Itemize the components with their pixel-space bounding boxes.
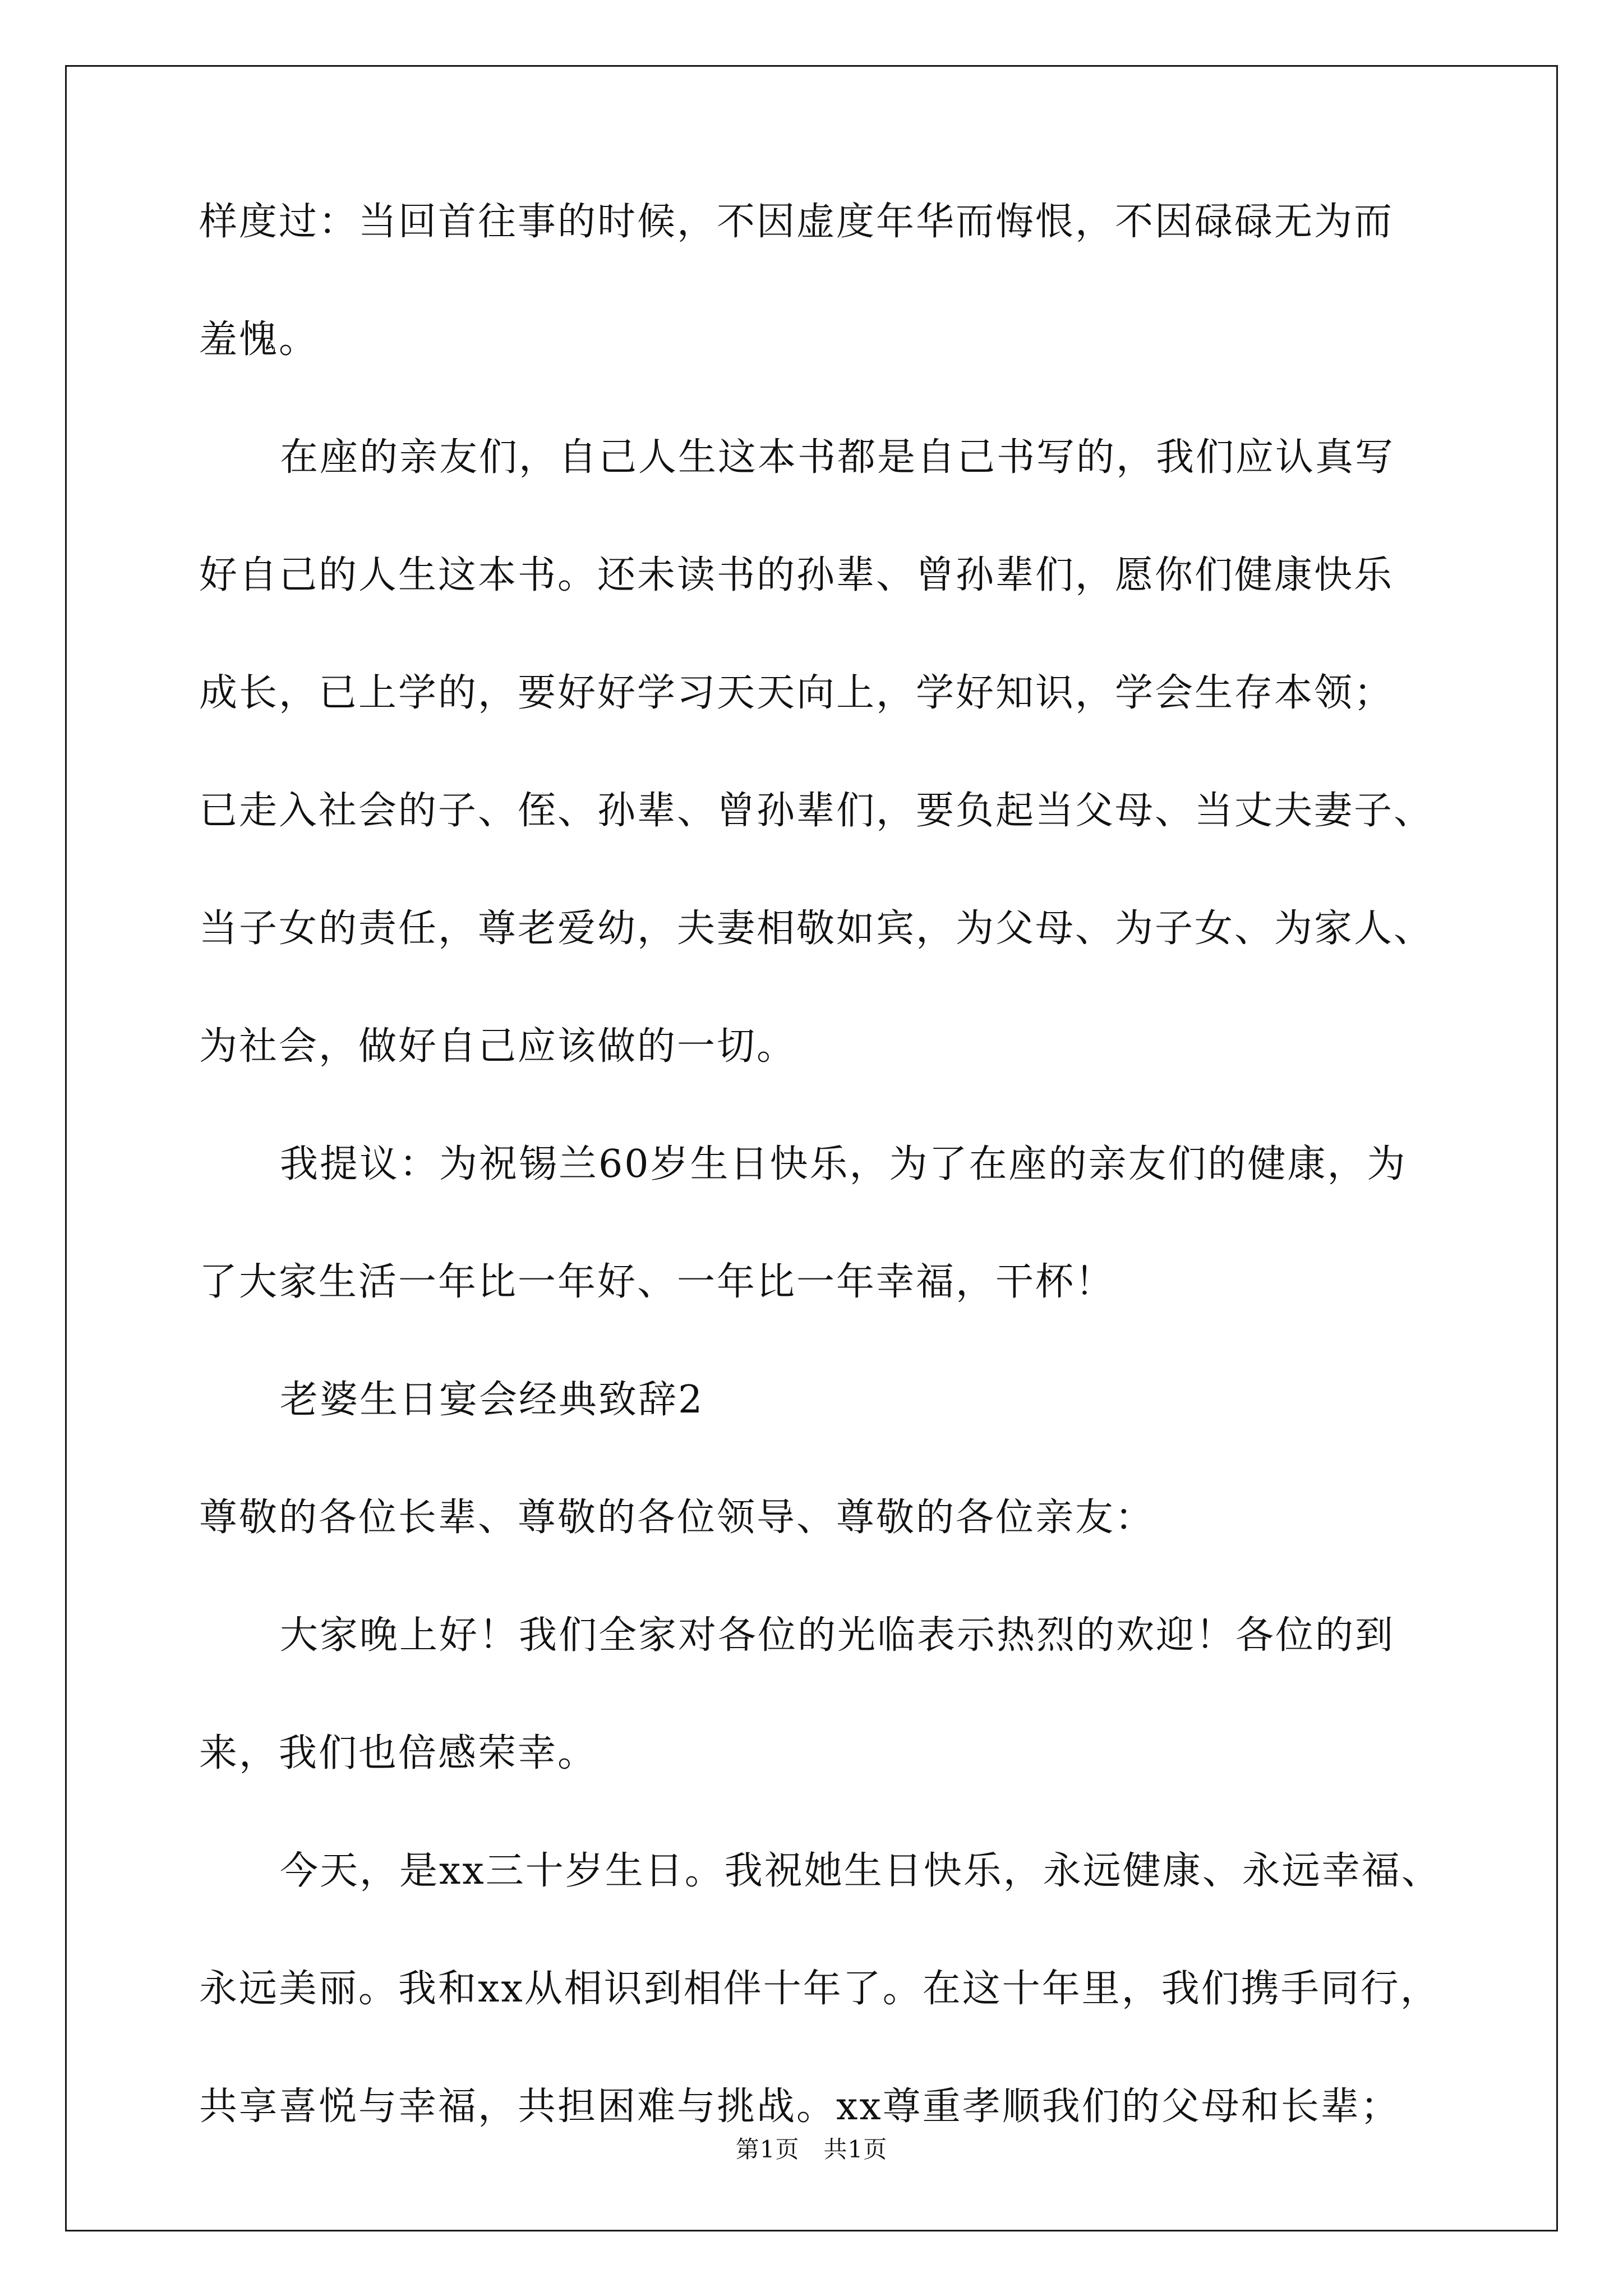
text-line: 在座的亲友们，自己人生这本书都是自己书写的，我们应认真写 — [280, 435, 1395, 480]
text-line: 今天，是xx三十岁生日。我祝她生日快乐，永远健康、永远幸福、 — [280, 1849, 1441, 1893]
text-line: 共享喜悦与幸福，共担困难与挑战。xx尊重孝顺我们的父母和长辈； — [199, 2085, 1400, 2129]
text-line: 已走入社会的子、侄、孙辈、曾孙辈们，要负起当父母、当丈夫妻子、 — [199, 789, 1434, 833]
text-line: 永远美丽。我和xx从相识到相伴十年了。在这十年里，我们携手同行， — [199, 1967, 1440, 2011]
text-line: 了大家生活一年比一年好、一年比一年幸福，干杯！ — [199, 1260, 1115, 1304]
text-line: 成长，已上学的，要好好学习天天向上，学好知识，学会生存本领； — [199, 671, 1394, 715]
text-line: 样度过：当回首往事的时候，不因虚度年华而悔恨，不因碌碌无为而 — [199, 200, 1394, 244]
text-line: 羞愧。 — [199, 318, 319, 362]
text-line: 大家晚上好！我们全家对各位的光临表示热烈的欢迎！各位的到 — [280, 1613, 1395, 1658]
section-heading: 老婆生日宴会经典致辞2 — [280, 1378, 704, 1422]
text-line: 为社会，做好自己应该做的一切。 — [199, 1024, 797, 1069]
page-footer: 第1页 共1页 — [735, 2136, 888, 2163]
document-body — [199, 202, 1467, 2205]
text-line: 好自己的人生这本书。还未读书的孙辈、曾孙辈们，愿你们健康快乐 — [199, 553, 1394, 597]
text-line: 来，我们也倍感荣幸。 — [199, 1731, 598, 1775]
text-line: 当子女的责任，尊老爱幼，夫妻相敬如宾，为父母、为子女、为家人、 — [199, 907, 1434, 951]
text-line: 我提议：为祝锡兰60岁生日快乐，为了在座的亲友们的健康，为 — [280, 1142, 1407, 1186]
salutation-line: 尊敬的各位长辈、尊敬的各位领导、尊敬的各位亲友： — [199, 1496, 1155, 1540]
